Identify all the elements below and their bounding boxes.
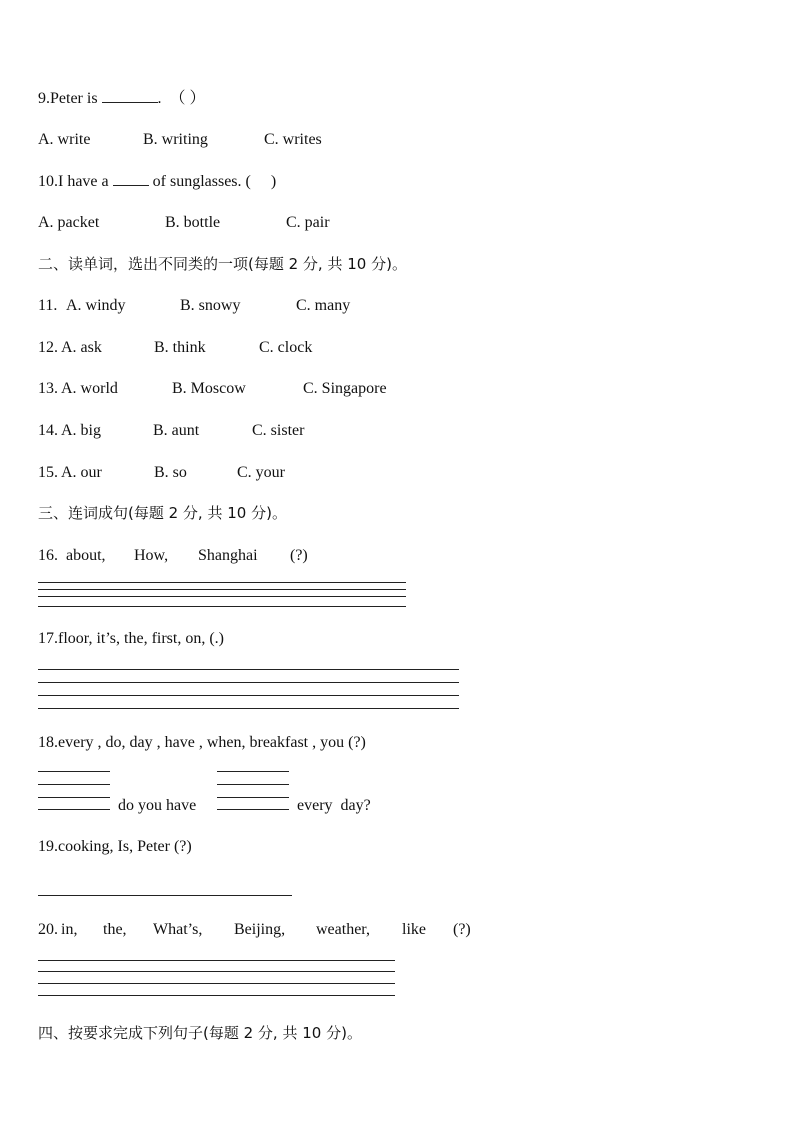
answer-blank[interactable] xyxy=(113,171,149,186)
word-20-7: (?) xyxy=(453,921,471,938)
word-20-3: What’s, xyxy=(153,921,203,938)
answer-line[interactable] xyxy=(38,971,395,972)
option-13b[interactable]: B. Moscow xyxy=(172,380,246,397)
question-11-number: 11. xyxy=(38,297,58,314)
answer-line[interactable] xyxy=(38,809,110,810)
option-14c[interactable]: C. sister xyxy=(252,422,305,439)
word-20-4: Beijing, xyxy=(234,921,286,938)
question-19: 19.cooking, Is, Peter (?) xyxy=(38,838,192,855)
answer-line[interactable] xyxy=(217,809,289,810)
option-11a[interactable]: A. windy xyxy=(66,297,126,314)
option-14b[interactable]: B. aunt xyxy=(153,422,200,439)
word-20-1: in, xyxy=(61,921,78,938)
word-16-4: (?) xyxy=(290,547,308,564)
option-13c[interactable]: C. Singapore xyxy=(303,380,387,397)
option-12c[interactable]: C. clock xyxy=(259,339,313,356)
option-9c[interactable]: C. writes xyxy=(264,131,322,148)
answer-line[interactable] xyxy=(38,682,459,683)
answer-line[interactable] xyxy=(217,784,289,785)
option-10a[interactable]: A. packet xyxy=(38,214,100,231)
section-3-heading: 三、连词成句(每题 2 分, 共 10 分)。 xyxy=(38,504,287,522)
option-14a[interactable]: A. big xyxy=(61,422,101,439)
section-2-heading: 二、读单词，选出不同类的一项(每题 2 分, 共 10 分)。 xyxy=(38,255,407,273)
answer-line[interactable] xyxy=(38,582,406,583)
word-16-3: Shanghai xyxy=(198,547,258,564)
word-16-2: How, xyxy=(134,547,169,564)
option-10b[interactable]: B. bottle xyxy=(165,214,221,231)
answer-line[interactable] xyxy=(38,596,406,597)
question-10: 10.I have a of sunglasses. ( ) xyxy=(38,173,277,190)
answer-blank[interactable] xyxy=(102,88,158,103)
question-20-number: 20. xyxy=(38,921,58,938)
question-18-end-text: every day? xyxy=(297,797,371,814)
option-11c[interactable]: C. many xyxy=(296,297,351,314)
answer-line[interactable] xyxy=(217,771,289,772)
question-9: 9.Peter is . （ ） xyxy=(38,90,206,107)
answer-line[interactable] xyxy=(38,784,110,785)
word-20-5: weather, xyxy=(316,921,370,938)
answer-line[interactable] xyxy=(38,797,110,798)
question-13-number: 13. xyxy=(38,380,58,397)
option-15b[interactable]: B. so xyxy=(154,464,187,481)
option-11b[interactable]: B. snowy xyxy=(180,297,241,314)
answer-line[interactable] xyxy=(38,960,395,961)
word-16-1: about, xyxy=(66,547,106,564)
option-15c[interactable]: C. your xyxy=(237,464,285,481)
answer-line[interactable] xyxy=(38,771,110,772)
option-12a[interactable]: A. ask xyxy=(61,339,102,356)
option-10c[interactable]: C. pair xyxy=(286,214,330,231)
answer-line[interactable] xyxy=(38,669,459,670)
question-15-number: 15. xyxy=(38,464,58,481)
question-18: 18.every , do, day , have , when, breakfast , you (?) xyxy=(38,734,366,751)
answer-line[interactable] xyxy=(38,695,459,696)
answer-line[interactable] xyxy=(217,797,289,798)
word-20-2: the, xyxy=(103,921,127,938)
answer-line[interactable] xyxy=(38,606,406,607)
answer-line[interactable] xyxy=(38,995,395,996)
question-12-number: 12. xyxy=(38,339,58,356)
question-14-number: 14. xyxy=(38,422,58,439)
option-15a[interactable]: A. our xyxy=(61,464,102,481)
question-18-middle-text: do you have xyxy=(118,797,197,814)
word-20-6: like xyxy=(402,921,426,938)
option-9a[interactable]: A. write xyxy=(38,131,91,148)
section-4-heading: 四、按要求完成下列句子(每题 2 分, 共 10 分)。 xyxy=(38,1024,362,1042)
answer-line[interactable] xyxy=(38,589,406,590)
answer-line[interactable] xyxy=(38,983,395,984)
answer-line[interactable] xyxy=(38,708,459,709)
question-17: 17.floor, it’s, the, first, on, (.) xyxy=(38,630,224,647)
option-9b[interactable]: B. writing xyxy=(143,131,208,148)
question-16-number: 16. xyxy=(38,547,58,564)
option-12b[interactable]: B. think xyxy=(154,339,206,356)
answer-line[interactable] xyxy=(38,895,292,896)
option-13a[interactable]: A. world xyxy=(61,380,118,397)
